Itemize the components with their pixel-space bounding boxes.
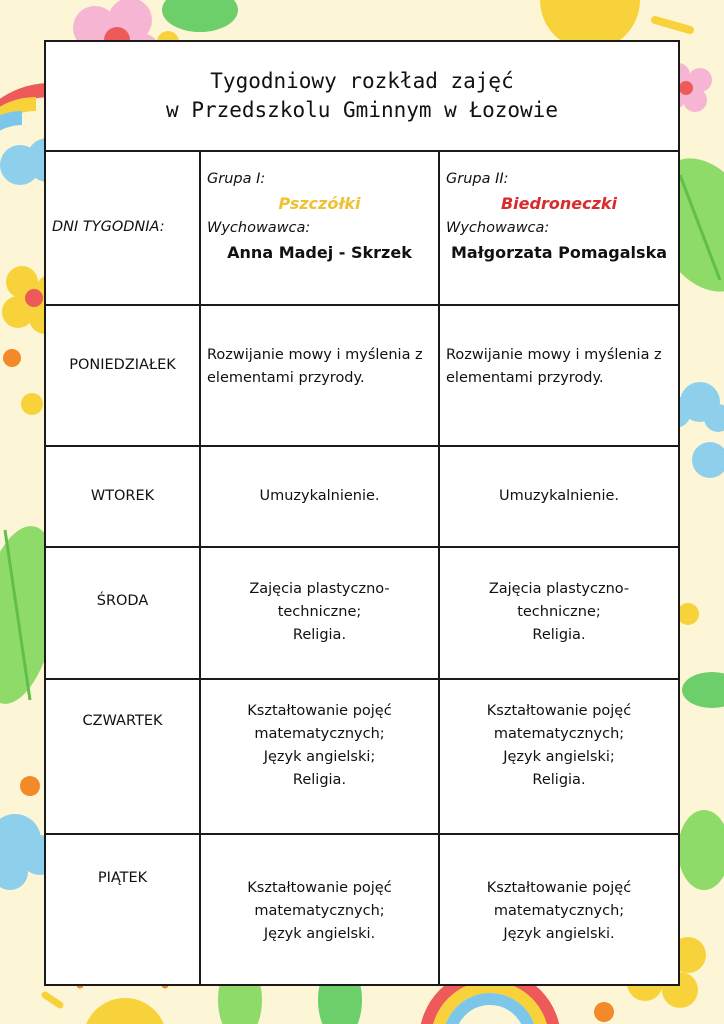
- activity-line: matematycznych;: [254, 726, 385, 742]
- day-label: PIĄTEK: [97, 870, 148, 886]
- group2-teacher-label: Wychowawca:: [446, 220, 550, 236]
- header-row: [46, 150, 678, 305]
- activity-line: Język angielski;: [263, 749, 376, 765]
- day-cell: [46, 305, 200, 446]
- activity-line: techniczne;: [277, 604, 362, 620]
- group1-cell: [200, 834, 439, 986]
- group1-header: [200, 150, 439, 305]
- group1-cell: [200, 679, 439, 834]
- group2-cell: [439, 446, 678, 547]
- activity-line: techniczne;: [517, 604, 601, 620]
- day-label: PONIEDZIAŁEK: [69, 357, 176, 373]
- leaf-icon: [162, 0, 238, 32]
- title-line-2: w Przedszkolu Gminnym w Łozowie: [166, 98, 558, 122]
- leaf-icon: [682, 672, 724, 708]
- activity-line: Kształtowanie pojęć: [247, 703, 392, 719]
- page-title: [46, 42, 678, 152]
- table-row: [46, 547, 678, 679]
- group2-cell: [439, 679, 678, 834]
- table-row: [46, 305, 678, 446]
- group2-cell: [439, 547, 678, 679]
- activity-text: Rozwijanie mowy i myślenia z elementami przyrody.: [207, 347, 423, 386]
- leaf-icon: [678, 810, 724, 890]
- group1-name: Pszczółki: [278, 194, 361, 213]
- group2-cell: [439, 834, 678, 986]
- table-row: [46, 679, 678, 834]
- activity-text: Umuzykalnienie.: [259, 488, 380, 504]
- day-cell: [46, 446, 200, 547]
- activity-line: Kształtowanie pojęć: [486, 703, 632, 719]
- activity-text: Umuzykalnienie.: [498, 488, 620, 504]
- activity-line: Język angielski.: [503, 926, 615, 942]
- title-line-1: Tygodniowy rozkład zajęć: [210, 69, 514, 93]
- activity-line: Religia.: [532, 627, 586, 643]
- day-label: ŚRODA: [96, 593, 149, 609]
- dot-icon: [21, 393, 43, 415]
- group1-teacher-label: Wychowawca:: [207, 220, 311, 236]
- day-label: CZWARTEK: [82, 713, 163, 729]
- activity-line: Język angielski;: [503, 749, 615, 765]
- day-cell: [46, 679, 200, 834]
- activity-line: matematycznych;: [254, 903, 385, 919]
- dot-icon: [20, 776, 40, 796]
- table-row: [46, 834, 678, 986]
- dot-icon: [677, 603, 699, 625]
- activity-line: Zajęcia plastyczno-: [249, 581, 390, 597]
- group1-cell: [200, 305, 439, 446]
- activity-line: matematycznych;: [493, 903, 625, 919]
- activity-line: matematycznych;: [493, 726, 625, 742]
- group1-label: Grupa I:: [207, 171, 266, 187]
- group2-label: Grupa II:: [446, 171, 509, 187]
- dot-icon: [3, 349, 21, 367]
- activity-line: Kształtowanie pojęć: [486, 880, 632, 896]
- activity-line: Zajęcia plastyczno-: [488, 581, 630, 597]
- day-cell: [46, 834, 200, 986]
- activity-line: Religia.: [532, 772, 586, 788]
- group2-name: Biedroneczki: [500, 194, 618, 213]
- activity-text: Rozwijanie mowy i myślenia z elementami przyrody.: [446, 347, 662, 386]
- group2-cell: [439, 305, 678, 446]
- day-label: WTOREK: [90, 488, 155, 504]
- group1-cell: [200, 547, 439, 679]
- activity-line: Język angielski.: [263, 926, 376, 942]
- dot-icon: [594, 1002, 614, 1022]
- group2-teacher: Małgorzata Pomagalska: [451, 243, 667, 262]
- activity-line: Religia.: [292, 627, 347, 643]
- table-row: [46, 446, 678, 547]
- days-header: [46, 150, 200, 305]
- activity-line: Religia.: [292, 772, 347, 788]
- days-label: DNI TYGODNIA:: [52, 218, 165, 235]
- group1-teacher: Anna Madej - Skrzek: [227, 243, 412, 262]
- group1-cell: [200, 446, 439, 547]
- activity-line: Kształtowanie pojęć: [247, 880, 392, 896]
- schedule-table: [46, 150, 678, 986]
- schedule-sheet: [44, 40, 680, 986]
- day-cell: [46, 547, 200, 679]
- group2-header: [439, 150, 678, 305]
